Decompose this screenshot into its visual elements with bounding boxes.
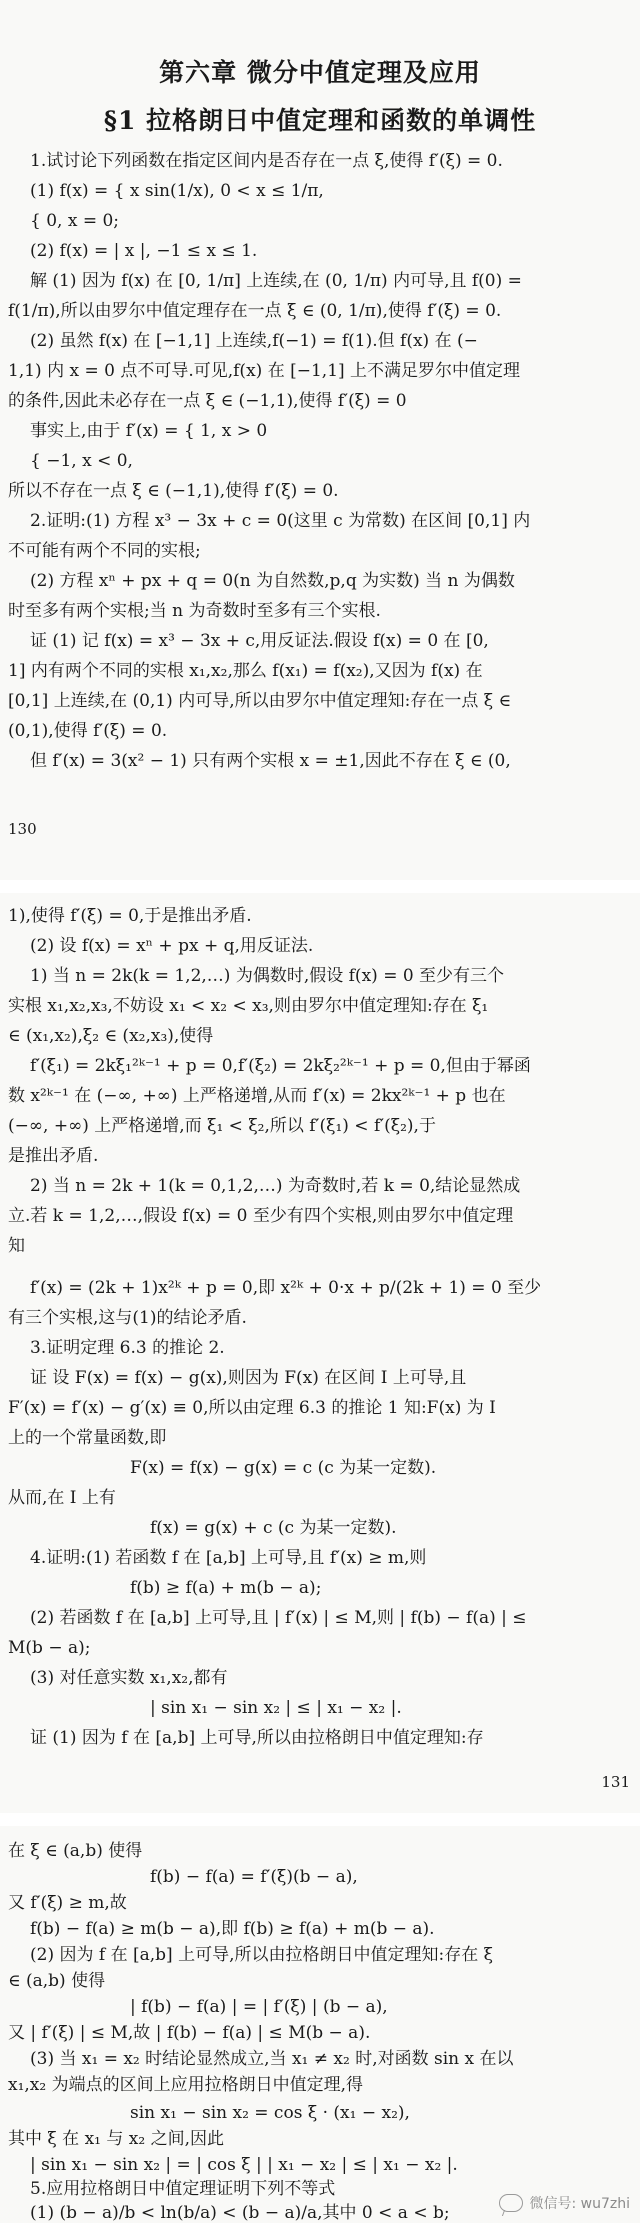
text-line: 是推出矛盾. bbox=[8, 1146, 99, 1166]
chapter-title: 第六章 微分中值定理及应用 bbox=[159, 58, 481, 87]
text-line: 但 f′(x) = 3(x² − 1) 只有两个实根 x = ±1,因此不存在 ξ ∈ (0, bbox=[30, 751, 511, 771]
text-line: F′(x) = f′(x) − g′(x) ≡ 0,所以由定理 6.3 的推论 1 知:F(x) 为 I bbox=[8, 1398, 496, 1418]
text-line: f′(ξ₁) = 2kξ₁²ᵏ⁻¹ + p = 0,f′(ξ₂) = 2kξ₂²ᵏ⁻¹ + p = 0,但由于幂函 bbox=[30, 1056, 531, 1076]
page-number: 130 bbox=[8, 820, 37, 838]
text-line: (2) 方程 xⁿ + px + q = 0(n 为自然数,p,q 为实数) 当 n 为偶数 bbox=[30, 571, 515, 591]
text-line: (1) (b − a)/b < ln(b/a) < (b − a)/a,其中 0 < a < b; bbox=[30, 2203, 450, 2223]
text-line: 所以不存在一点 ξ ∈ (−1,1),使得 f′(ξ) = 0. bbox=[8, 481, 339, 501]
text-line: 又 f′(ξ) ≥ m,故 bbox=[8, 1893, 127, 1913]
text-line: 在 ξ ∈ (a,b) 使得 bbox=[8, 1841, 143, 1861]
text-line: 其中 ξ 在 x₁ 与 x₂ 之间,因此 bbox=[8, 2129, 224, 2149]
text-line: | sin x₁ − sin x₂ | ≤ | x₁ − x₂ |. bbox=[150, 1698, 402, 1718]
text-line: { −1, x < 0, bbox=[30, 451, 133, 471]
text-line: f(x) = g(x) + c (c 为某一定数). bbox=[150, 1518, 397, 1538]
text-line: f′(x) = (2k + 1)x²ᵏ + p = 0,即 x²ᵏ + 0·x + p/(2k + 1) = 0 至少 bbox=[30, 1278, 542, 1298]
text-line: (2) 虽然 f(x) 在 [−1,1] 上连续,f(−1) = f(1).但 f(x) 在 (− bbox=[30, 331, 478, 351]
text-line: (2) 因为 f 在 [a,b] 上可导,所以由拉格朗日中值定理知:存在 ξ bbox=[30, 1945, 493, 1965]
text-line: 1) 当 n = 2k(k = 1,2,…) 为偶数时,假设 f(x) = 0 至少有三个 bbox=[30, 966, 505, 986]
text-line: 上的一个常量函数,即 bbox=[8, 1428, 167, 1448]
page-gap bbox=[0, 880, 640, 893]
text-line: 知 bbox=[8, 1236, 25, 1256]
text-line: (1) f(x) = { x sin(1/x), 0 < x ≤ 1/π, bbox=[30, 181, 324, 201]
text-line: 1.试讨论下列函数在指定区间内是否存在一点 ξ,使得 f′(ξ) = 0. bbox=[30, 151, 503, 171]
text-line: F(x) = f(x) − g(x) = c (c 为某一定数). bbox=[130, 1458, 437, 1478]
page-gap bbox=[0, 1813, 640, 1826]
text-line: f(1/π),所以由罗尔中值定理存在一点 ξ ∈ (0, 1/π),使得 f′(ξ) = 0. bbox=[8, 301, 502, 321]
text-line: 不可能有两个不同的实根; bbox=[8, 541, 201, 561]
text-line: | sin x₁ − sin x₂ | = | cos ξ | | x₁ − x₂ | ≤ | x₁ − x₂ |. bbox=[30, 2155, 458, 2175]
text-line: 1,1) 内 x = 0 点不可导.可见,f(x) 在 [−1,1] 上不满足罗尔中值定理 bbox=[8, 361, 521, 381]
text-line: 的条件,因此未必存在一点 ξ ∈ (−1,1),使得 f′(ξ) = 0 bbox=[8, 391, 407, 411]
text-line: 解 (1) 因为 f(x) 在 [0, 1/π] 上连续,在 (0, 1/π) 内可导,且 f(0) = bbox=[30, 271, 522, 291]
section-title: §1 拉格朗日中值定理和函数的单调性 bbox=[103, 106, 537, 135]
text-line: 事实上,由于 f′(x) = { 1, x > 0 bbox=[30, 421, 268, 441]
page-number: 131 bbox=[601, 1773, 630, 1791]
text-line: 数 x²ᵏ⁻¹ 在 (−∞, +∞) 上严格递增,从而 f′(x) = 2kx²ᵏ⁻¹ + p 也在 bbox=[8, 1086, 506, 1106]
text-line: [0,1] 上连续,在 (0,1) 内可导,所以由罗尔中值定理知:存在一点 ξ ∈ bbox=[8, 691, 512, 711]
wechat-icon bbox=[499, 2194, 523, 2212]
text-line: (0,1),使得 f′(ξ) = 0. bbox=[8, 721, 168, 741]
text-line: 时至多有两个实根;当 n 为奇数时至多有三个实根. bbox=[8, 601, 381, 621]
text-line: f(b) − f(a) = f′(ξ)(b − a), bbox=[150, 1867, 358, 1887]
text-line: 2) 当 n = 2k + 1(k = 0,1,2,…) 为奇数时,若 k = 0,结论显然成 bbox=[30, 1176, 521, 1196]
text-line: 1),使得 f′(ξ) = 0,于是推出矛盾. bbox=[8, 906, 252, 926]
text-line: (3) 对任意实数 x₁,x₂,都有 bbox=[30, 1668, 228, 1688]
text-line: sin x₁ − sin x₂ = cos ξ · (x₁ − x₂), bbox=[130, 2103, 410, 2123]
text-line: 从而,在 I 上有 bbox=[8, 1488, 116, 1508]
text-line: 证 设 F(x) = f(x) − g(x),则因为 F(x) 在区间 I 上可导,且 bbox=[30, 1368, 467, 1388]
text-line: 证 (1) 因为 f 在 [a,b] 上可导,所以由拉格朗日中值定理知:存 bbox=[30, 1728, 484, 1748]
text-line: M(b − a); bbox=[8, 1638, 91, 1658]
page-132 bbox=[0, 1826, 640, 2223]
text-line: 实根 x₁,x₂,x₃,不妨设 x₁ < x₂ < x₃,则由罗尔中值定理知:存在 ξ₁ bbox=[8, 996, 489, 1016]
text-line: 5.应用拉格朗日中值定理证明下列不等式 bbox=[30, 2179, 336, 2199]
text-line: 3.证明定理 6.3 的推论 2. bbox=[30, 1338, 225, 1358]
text-line: f(b) ≥ f(a) + m(b − a); bbox=[130, 1578, 322, 1598]
page-131 bbox=[0, 893, 640, 1813]
text-line: 4.证明:(1) 若函数 f 在 [a,b] 上可导,且 f′(x) ≥ m,则 bbox=[30, 1548, 427, 1568]
text-line: ∈ (a,b) 使得 bbox=[8, 1971, 106, 1991]
text-line: 又 | f′(ξ) | ≤ M,故 | f(b) − f(a) | ≤ M(b − a). bbox=[8, 2023, 371, 2043]
text-line: x₁,x₂ 为端点的区间上应用拉格朗日中值定理,得 bbox=[8, 2075, 364, 2095]
text-line: 有三个实根,这与(1)的结论矛盾. bbox=[8, 1308, 247, 1328]
text-line: 2.证明:(1) 方程 x³ − 3x + c = 0(这里 c 为常数) 在区间 [0,1] 内 bbox=[30, 511, 531, 531]
text-line: 立.若 k = 1,2,…,假设 f(x) = 0 至少有四个实根,则由罗尔中值定理 bbox=[8, 1206, 514, 1226]
text-line: (−∞, +∞) 上严格递增,而 ξ₁ < ξ₂,所以 f′(ξ₁) < f′(ξ₂),于 bbox=[8, 1116, 436, 1136]
text-line: | f(b) − f(a) | = | f′(ξ) | (b − a), bbox=[130, 1997, 388, 2017]
text-line: f(b) − f(a) ≥ m(b − a),即 f(b) ≥ f(a) + m(b − a). bbox=[30, 1919, 435, 1939]
text-line: (2) f(x) = | x |, −1 ≤ x ≤ 1. bbox=[30, 241, 258, 261]
text-line: (3) 当 x₁ = x₂ 时结论显然成立,当 x₁ ≠ x₂ 时,对函数 sin x 在以 bbox=[30, 2049, 514, 2069]
text-line: 1] 内有两个不同的实根 x₁,x₂,那么 f(x₁) = f(x₂),又因为 f(x) 在 bbox=[8, 661, 483, 681]
text-line: 证 (1) 记 f(x) = x³ − 3x + c,用反证法.假设 f(x) = 0 在 [0, bbox=[30, 631, 489, 651]
text-line: (2) 设 f(x) = xⁿ + px + q,用反证法. bbox=[30, 936, 314, 956]
watermark-text: 微信号: wu7zhi bbox=[529, 2196, 630, 2212]
page-130 bbox=[0, 0, 640, 880]
text-line: (2) 若函数 f 在 [a,b] 上可导,且 | f′(x) | ≤ M,则 | f(b) − f(a) | ≤ bbox=[30, 1608, 527, 1628]
text-line: { 0, x = 0; bbox=[30, 211, 120, 231]
text-line: ∈ (x₁,x₂),ξ₂ ∈ (x₂,x₃),使得 bbox=[8, 1026, 214, 1046]
watermark bbox=[499, 2193, 630, 2213]
